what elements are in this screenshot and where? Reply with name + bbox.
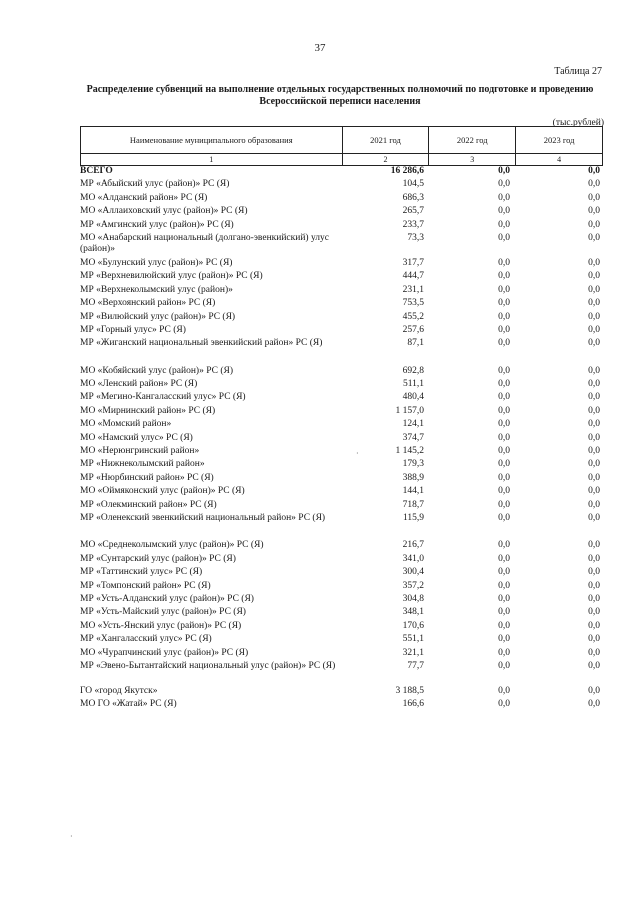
municipality-name: ВСЕГО	[80, 166, 113, 176]
value-2022: 0,0	[498, 298, 510, 309]
value-2022: 0,0	[498, 620, 510, 631]
table-row	[80, 406, 603, 419]
value-2023: 0,0	[588, 219, 600, 230]
table-row	[80, 699, 603, 712]
value-2023: 0,0	[588, 580, 600, 591]
value-2023: 0,0	[588, 567, 600, 578]
value-2021: 115,9	[402, 512, 424, 523]
value-2021: 480,4	[402, 392, 424, 403]
value-2022: 0,0	[498, 219, 510, 230]
table-row	[80, 433, 603, 446]
municipality-name: МР «Таттинский улус» РС (Я)	[80, 567, 203, 578]
value-2022: 0,0	[498, 432, 510, 443]
value-2021: 73,3	[407, 232, 424, 243]
value-2021: 692,8	[402, 365, 424, 376]
value-2021: 87,1	[407, 338, 424, 349]
table-row	[80, 446, 603, 459]
value-2023: 0,0	[588, 324, 600, 335]
table-header	[80, 126, 603, 166]
value-2021: 3 188,5	[395, 685, 424, 696]
document-title: Распределение субвенций на выполнение отдельных государственных полномочий по подготовке и проведению Всероссийской переписи населения	[86, 84, 594, 107]
table-row	[80, 392, 603, 405]
value-2022: 0,0	[498, 166, 510, 176]
table-row	[80, 419, 603, 432]
municipality-name: МР «Вилюйский улус (район)» РС (Я)	[80, 311, 236, 322]
value-2022: 0,0	[498, 284, 510, 295]
value-2022: 0,0	[498, 324, 510, 335]
value-2023: 0,0	[588, 553, 600, 564]
municipality-name: МР «Оленекский эвенкийский национальный район» РС (Я)	[80, 512, 326, 523]
value-2023: 0,0	[588, 298, 600, 309]
value-2022: 0,0	[498, 392, 510, 403]
value-2022: 0,0	[498, 206, 510, 217]
value-2022: 0,0	[498, 446, 510, 457]
municipality-name: МО «Чурапчинский улус (район)» РС (Я)	[80, 647, 249, 658]
municipality-name: МО «Момский район»	[80, 419, 172, 430]
municipality-name: МР «Эвено-Бытантайский национальный улус (район)» РС (Я)	[80, 660, 336, 671]
value-2023: 0,0	[588, 392, 600, 403]
value-2021: 16 286,6	[390, 166, 424, 176]
table-label: Таблица 27	[554, 66, 602, 77]
municipality-name: МО «Усть-Янский улус (район)» РС (Я)	[80, 620, 242, 631]
table-body	[80, 166, 603, 713]
table-row	[80, 686, 603, 699]
value-2021: 551,1	[402, 634, 424, 645]
value-2023: 0,0	[588, 232, 600, 243]
value-2023: 0,0	[588, 499, 600, 510]
value-2022: 0,0	[498, 634, 510, 645]
value-2022: 0,0	[498, 365, 510, 376]
table-row	[80, 500, 603, 513]
municipality-name: МО «Анабарский национальный (долгано-эвенкийский) улус (район)»	[80, 232, 330, 255]
value-2023: 0,0	[588, 271, 600, 282]
value-2023: 0,0	[588, 446, 600, 457]
municipality-name: МО «Ленский район» РС (Я)	[80, 379, 198, 390]
value-2022: 0,0	[498, 660, 510, 671]
table-row	[80, 258, 603, 271]
value-2023: 0,0	[588, 405, 600, 416]
table-row	[80, 193, 603, 206]
value-2022: 0,0	[498, 338, 510, 349]
value-2022: 0,0	[498, 257, 510, 268]
table-row	[80, 459, 603, 472]
value-2022: 0,0	[498, 192, 510, 203]
header-num-1: 1	[81, 154, 343, 166]
municipality-name: МР «Горный улус» РС (Я)	[80, 324, 186, 335]
value-2022: 0,0	[498, 486, 510, 497]
value-2021: 317,7	[402, 257, 424, 268]
value-2023: 0,0	[588, 660, 600, 671]
total-row	[80, 166, 603, 179]
table-row	[80, 233, 603, 258]
header-num-2: 2	[342, 154, 429, 166]
table-row	[80, 473, 603, 486]
value-2023: 0,0	[588, 432, 600, 443]
value-2023: 0,0	[588, 472, 600, 483]
value-2021: 511,1	[402, 379, 424, 390]
municipality-name: МР «Нижнеколымский район»	[80, 459, 205, 470]
table-row	[80, 312, 603, 325]
municipality-name: МО «Нерюнгринский район»	[80, 446, 200, 457]
value-2023: 0,0	[588, 284, 600, 295]
value-2021: 104,5	[402, 179, 424, 190]
table-row	[80, 486, 603, 499]
value-2023: 0,0	[588, 365, 600, 376]
table-row	[80, 594, 603, 607]
table-row	[80, 607, 603, 620]
municipality-name: МР «Усть-Алданский улус (район)» РС (Я)	[80, 593, 254, 604]
value-2021: 179,3	[402, 459, 424, 470]
municipality-name: МО «Намский улус» РС (Я)	[80, 432, 193, 443]
municipality-name: МР «Нюрбинский район» РС (Я)	[80, 472, 214, 483]
table-row	[80, 285, 603, 298]
value-2021: 341,0	[402, 553, 424, 564]
table-row	[80, 581, 603, 594]
table-row	[80, 271, 603, 284]
unit-label: (тыс.рублей)	[552, 118, 604, 128]
value-2021: 686,3	[402, 192, 424, 203]
value-2021: 321,1	[402, 647, 424, 658]
value-2022: 0,0	[498, 379, 510, 390]
municipality-name: МО «Мирнинский район» РС (Я)	[80, 405, 216, 416]
value-2022: 0,0	[498, 271, 510, 282]
value-2021: 718,7	[402, 499, 424, 510]
municipality-name: МО «Алданский район» РС (Я)	[80, 192, 208, 203]
row-spacer	[80, 352, 603, 366]
table-row	[80, 206, 603, 219]
municipality-name: МО ГО «Жатай» РС (Я)	[80, 699, 177, 710]
municipality-name: МР «Томпонский район» РС (Я)	[80, 580, 211, 591]
municipality-name: МО «Оймяконский улус (район)» РС (Я)	[80, 486, 245, 497]
value-2023: 0,0	[588, 311, 600, 322]
municipality-name: ГО «город Якутск»	[80, 685, 158, 696]
table-row	[80, 513, 603, 526]
value-2022: 0,0	[498, 540, 510, 551]
table-row	[80, 567, 603, 580]
value-2021: 300,4	[402, 567, 424, 578]
value-2022: 0,0	[498, 405, 510, 416]
municipality-name: МР «Хангаласский улус» РС (Я)	[80, 634, 212, 645]
value-2022: 0,0	[498, 567, 510, 578]
value-2023: 0,0	[588, 699, 600, 710]
municipality-name: МР «Верхневилюйский улус (район)» РС (Я)	[80, 271, 263, 282]
header-num-4: 4	[516, 154, 603, 166]
table-row	[80, 648, 603, 661]
value-2021: 166,6	[402, 699, 424, 710]
value-2022: 0,0	[498, 419, 510, 430]
table-row	[80, 379, 603, 392]
municipality-name: МР «Усть-Майский улус (район)» РС (Я)	[80, 607, 246, 618]
table-row	[80, 366, 603, 379]
value-2022: 0,0	[498, 512, 510, 523]
value-2023: 0,0	[588, 179, 600, 190]
value-2022: 0,0	[498, 472, 510, 483]
value-2023: 0,0	[588, 607, 600, 618]
municipality-name: МР «Мегино-Кангаласский улус» РС (Я)	[80, 392, 246, 403]
scan-speck: ·	[356, 449, 359, 458]
municipality-name: МО «Верхоянский район» РС (Я)	[80, 298, 216, 309]
value-2021: 124,1	[402, 419, 424, 430]
table-row	[80, 621, 603, 634]
value-2023: 0,0	[588, 459, 600, 470]
table-row	[80, 338, 603, 351]
table-row	[80, 298, 603, 311]
value-2021: 233,7	[402, 219, 424, 230]
value-2023: 0,0	[588, 419, 600, 430]
header-2021: 2021 год	[342, 127, 429, 154]
table-row	[80, 634, 603, 647]
value-2022: 0,0	[498, 179, 510, 190]
value-2023: 0,0	[588, 257, 600, 268]
table-row	[80, 325, 603, 338]
value-2021: 444,7	[402, 271, 424, 282]
municipality-name: МР «Олекминский район» РС (Я)	[80, 499, 217, 510]
value-2023: 0,0	[588, 486, 600, 497]
value-2023: 0,0	[588, 634, 600, 645]
value-2021: 388,9	[402, 472, 424, 483]
value-2021: 455,2	[402, 311, 424, 322]
value-2022: 0,0	[498, 685, 510, 696]
table-row	[80, 554, 603, 567]
value-2023: 0,0	[588, 338, 600, 349]
value-2023: 0,0	[588, 192, 600, 203]
header-2022: 2022 год	[429, 127, 516, 154]
municipality-name: МО «Булунский улус (район)» РС (Я)	[80, 257, 233, 268]
value-2022: 0,0	[498, 232, 510, 243]
value-2022: 0,0	[498, 699, 510, 710]
table-row	[80, 540, 603, 553]
value-2023: 0,0	[588, 540, 600, 551]
value-2021: 1 145,2	[395, 446, 424, 457]
municipality-name: МО «Кобяйский улус (район)» РС (Я)	[80, 365, 233, 376]
value-2021: 170,6	[402, 620, 424, 631]
value-2022: 0,0	[498, 311, 510, 322]
value-2021: 753,5	[402, 298, 424, 309]
value-2022: 0,0	[498, 593, 510, 604]
value-2021: 357,2	[402, 580, 424, 591]
value-2022: 0,0	[498, 499, 510, 510]
value-2023: 0,0	[588, 593, 600, 604]
value-2021: 265,7	[402, 206, 424, 217]
value-2023: 0,0	[588, 206, 600, 217]
value-2021: 144,1	[402, 486, 424, 497]
value-2023: 0,0	[588, 647, 600, 658]
value-2023: 0,0	[588, 620, 600, 631]
row-spacer	[80, 526, 603, 540]
value-2021: 216,7	[402, 540, 424, 551]
value-2022: 0,0	[498, 580, 510, 591]
value-2023: 0,0	[588, 166, 600, 176]
scan-speck: ·	[70, 832, 73, 841]
municipality-name: МР «Абыйский улус (район)» РС (Я)	[80, 179, 230, 190]
header-2023: 2023 год	[516, 127, 603, 154]
value-2021: 257,6	[402, 324, 424, 335]
value-2022: 0,0	[498, 607, 510, 618]
municipality-name: МР «Амгинский улус (район)» РС (Я)	[80, 219, 234, 230]
value-2021: 77,7	[407, 660, 424, 671]
value-2023: 0,0	[588, 512, 600, 523]
value-2021: 304,8	[402, 593, 424, 604]
value-2023: 0,0	[588, 379, 600, 390]
municipality-name: МО «Аллаиховский улус (район)» РС (Я)	[80, 206, 248, 217]
municipality-name: МО «Среднеколымский улус (район)» РС (Я)	[80, 540, 264, 551]
table-row	[80, 661, 603, 686]
value-2021: 231,1	[402, 284, 424, 295]
municipality-name: МР «Сунтарский улус (район)» РС (Я)	[80, 553, 236, 564]
value-2023: 0,0	[588, 685, 600, 696]
header-name: Наименование муниципального образования	[81, 127, 343, 154]
table-row	[80, 179, 603, 192]
value-2022: 0,0	[498, 553, 510, 564]
page-number: 37	[314, 42, 326, 54]
value-2021: 348,1	[402, 607, 424, 618]
value-2022: 0,0	[498, 459, 510, 470]
table-row	[80, 220, 603, 233]
municipality-name: МР «Верхнеколымский улус (район)»	[80, 284, 233, 295]
header-num-3: 3	[429, 154, 516, 166]
value-2022: 0,0	[498, 647, 510, 658]
municipality-name: МР «Жиганский национальный эвенкийский район» РС (Я)	[80, 338, 323, 349]
value-2021: 374,7	[402, 432, 424, 443]
value-2021: 1 157,0	[395, 405, 424, 416]
